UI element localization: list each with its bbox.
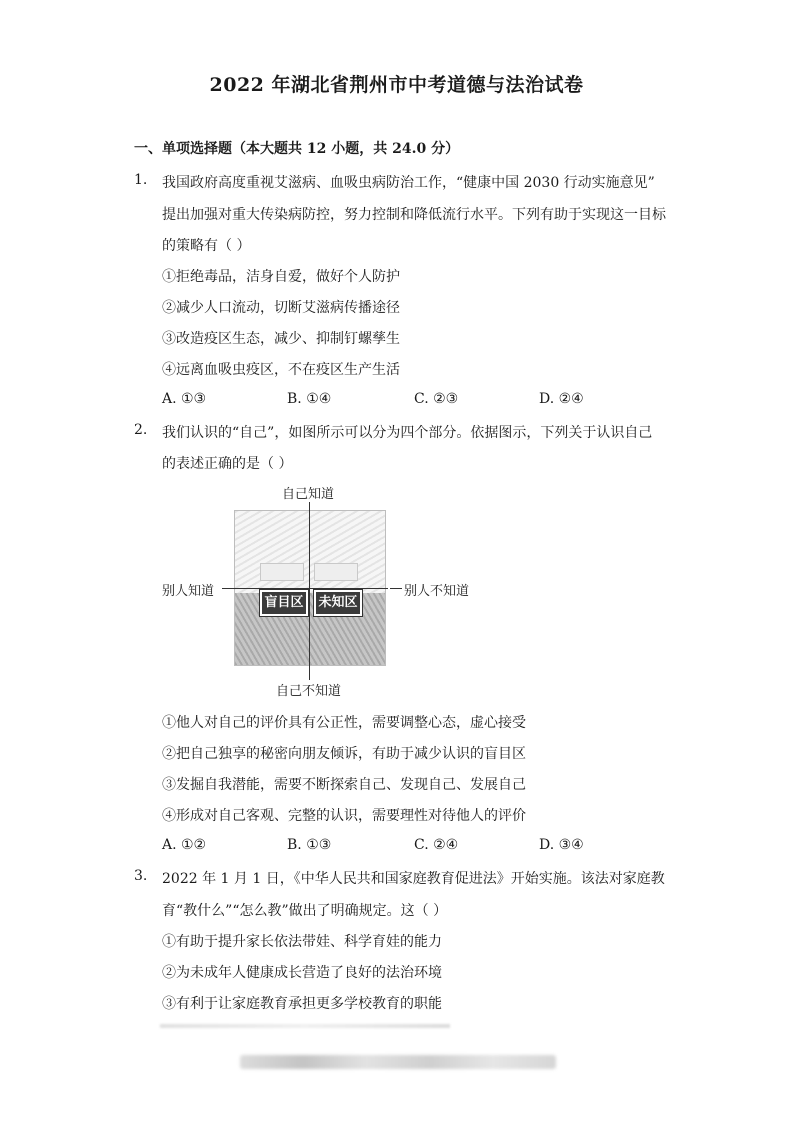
choice-b[interactable]: B. ①③	[287, 837, 332, 853]
statement-option: ①有助于提升家长依法带娃、科学育娃的能力	[162, 934, 442, 950]
axis-label-right: 别人不知道	[404, 584, 470, 599]
statement-option: ③改造疫区生态，减少、抑制钉螺孳生	[162, 331, 400, 347]
figure-upper-half	[235, 511, 385, 593]
blind-zone-label: 盲目区	[260, 590, 308, 616]
statement-option: ③发掘自我潜能，需要不断探索自己、发现自己、发展自己	[162, 777, 526, 793]
statement-option: ①他人对自己的评价具有公正性，需要调整心态，虚心接受	[162, 715, 526, 731]
right-connector-line	[390, 588, 402, 589]
axis-label-left: 别人知道	[162, 584, 215, 599]
choice-d[interactable]: D. ②④	[539, 391, 584, 407]
choice-c[interactable]: C. ②④	[414, 837, 459, 853]
statement-option: ②把自己独享的秘密向朋友倾诉，有助于减少认识的盲目区	[162, 746, 526, 762]
choice-c[interactable]: C. ②③	[414, 391, 459, 407]
faded-zone-label	[260, 563, 304, 581]
choice-d[interactable]: D. ③④	[539, 837, 584, 853]
question-stem-line: 的策略有（ ）	[162, 238, 251, 254]
axis-label-top: 自己知道	[282, 487, 335, 502]
statement-option: ①拒绝毒品，洁身自爱，做好个人防护	[162, 269, 400, 285]
horizontal-axis-line	[232, 588, 388, 589]
question-stem-line: 育“教什么”“怎么教”做出了明确规定。这（ ）	[162, 903, 448, 919]
blurred-footer	[240, 1055, 556, 1069]
question-stem-line: 的表述正确的是（ ）	[162, 456, 293, 472]
statement-option: ④远离血吸虫疫区，不在疫区生产生活	[162, 362, 400, 378]
section-heading: 一、单项选择题（本大题共 12 小题，共 24.0 分）	[134, 141, 460, 157]
choice-b[interactable]: B. ①④	[287, 391, 332, 407]
johari-window-figure	[150, 480, 490, 700]
question-number: 3.	[134, 868, 148, 884]
answer-choices	[162, 837, 582, 857]
choice-a[interactable]: A. ①③	[162, 391, 207, 407]
question-stem-line: 提出加强对重大传染病防控，努力控制和降低流行水平。下列有助于实现这一目标	[162, 207, 666, 223]
choice-a[interactable]: A. ①②	[162, 837, 207, 853]
statement-option: ③有利于让家庭教育承担更多学校教育的职能	[162, 996, 442, 1012]
question-stem-line: 我国政府高度重视艾滋病、血吸虫病防治工作，“健康中国 2030 行动实施意见”	[162, 175, 655, 191]
statement-option: ②为未成年人健康成长营造了良好的法治环境	[162, 965, 442, 981]
statement-option: ②减少人口流动，切断艾滋病传播途径	[162, 300, 400, 316]
answer-choices	[162, 391, 582, 411]
statement-option: ④形成对自己客观、完整的认识，需要理性对待他人的评价	[162, 808, 526, 824]
vertical-axis-line	[309, 502, 310, 680]
question-stem-line: 2022 年 1 月 1 日，《中华人民共和国家庭教育促进法》开始实施。该法对家庭教	[162, 871, 665, 887]
axis-label-bottom: 自己不知道	[276, 684, 342, 699]
page-title: 2022 年湖北省荆州市中考道德与法治试卷	[209, 74, 584, 96]
faded-zone-label	[314, 563, 358, 581]
truncated-text-line	[160, 1024, 450, 1028]
left-connector-line	[222, 588, 232, 589]
figure-lower-half	[235, 593, 385, 665]
question-number: 1.	[134, 172, 148, 188]
question-number: 2.	[134, 422, 148, 438]
question-stem-line: 我们认识的“自己”，如图所示可以分为四个部分。依据图示，下列关于认识自己	[162, 425, 653, 441]
unknown-zone-label: 未知区	[314, 590, 362, 616]
